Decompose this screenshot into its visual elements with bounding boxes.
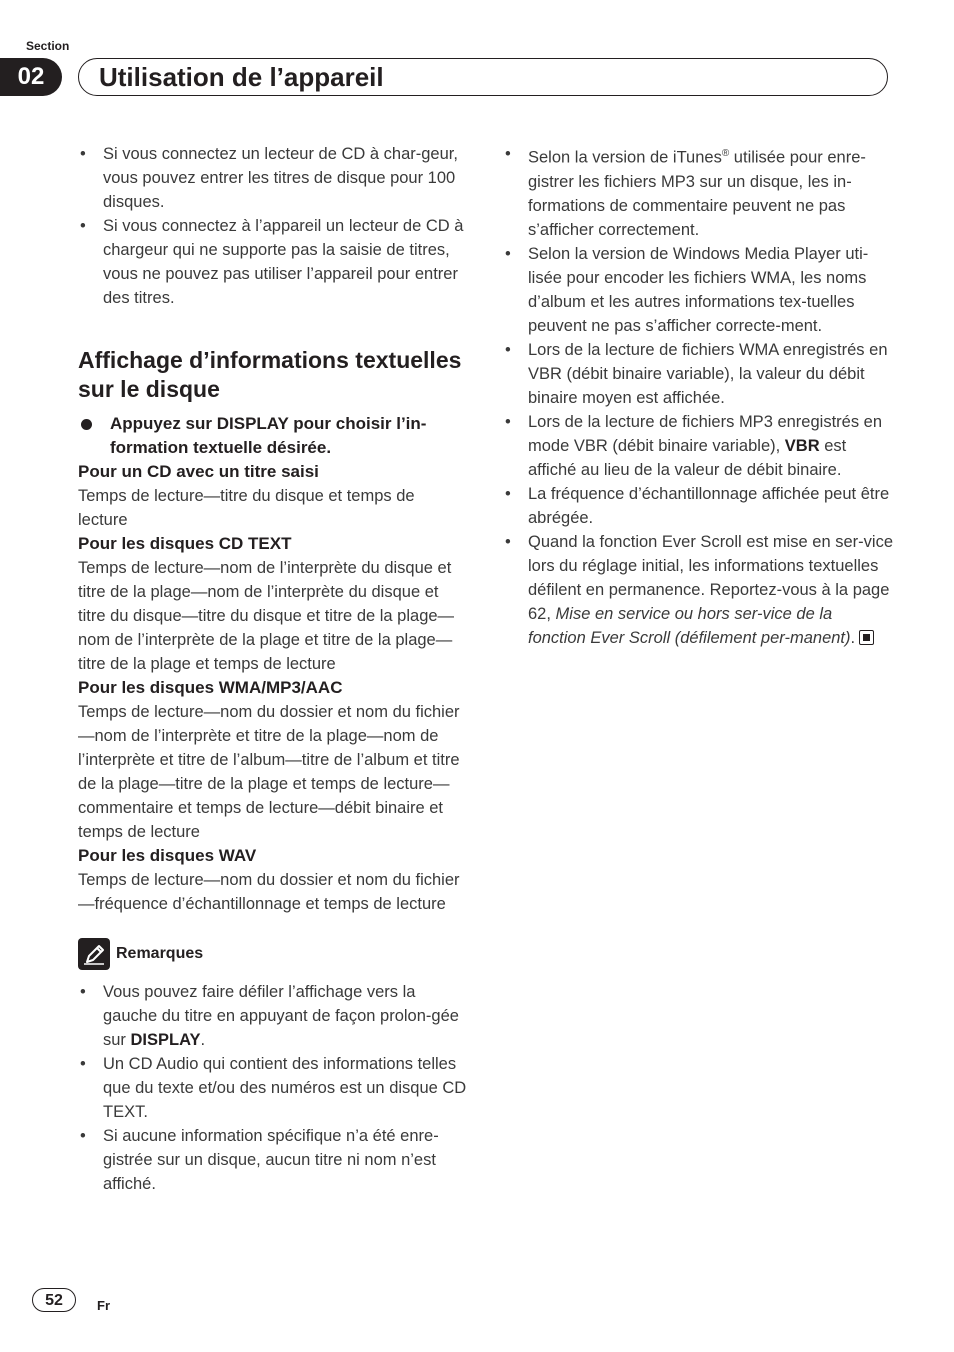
right-column <box>503 142 893 650</box>
cross-reference-link[interactable]: Mise en service ou hors ser-vice de la fonction Ever Scroll (défilement per-manent) <box>528 604 851 647</box>
left-column <box>78 142 468 1196</box>
notes-label: Remarques <box>116 945 204 962</box>
list-item: • Un CD Audio qui contient des informations telles que du texte et/ou des numéros est un disque CD TEXT. <box>78 1052 468 1124</box>
page-title: Utilisation de l’appareil <box>99 62 384 92</box>
bullet-text-end: . <box>850 628 856 647</box>
group-text: Temps de lecture—nom de l’interprète du disque et titre de la plage—nom de l’interprète du disque et titre du disque—titre du disque et titre de la plage—nom de l’interprète de la plage et titre de la plage—titre de la plage et temps de lecture <box>78 559 455 673</box>
notes-list <box>78 980 468 1196</box>
notes-header <box>78 938 468 972</box>
pencil-note-icon <box>78 938 110 970</box>
list-item: • Si vous connectez à l’appareil un lecteur de CD à chargeur qui ne supporte pas la saisie de titres, vous ne pouvez pas utiliser l’appareil pour entrer des titres. <box>78 214 468 310</box>
list-item: • Lors de la lecture de fichiers WMA enregistrés en VBR (débit binaire variable), la valeur du débit binaire moyen est affichée. <box>503 338 893 410</box>
note-text-end: . <box>200 1031 206 1049</box>
bullet-keyword: VBR <box>784 436 820 455</box>
display-group <box>78 844 468 916</box>
bullet-text: Selon la version de iTunes <box>528 148 722 167</box>
list-item: • Selon la version de Windows Media Player uti-lisée pour encoder les fichiers WMA, les noms d’album et les autres informations tex-tuelles peuvent ne pas s’afficher correcte-ment. <box>503 242 893 338</box>
registered-mark: ® <box>721 148 730 159</box>
group-title: Pour les disques WAV <box>78 846 257 865</box>
group-text: Temps de lecture—nom du dossier et nom du fichier—fréquence d’échantillonnage et temps de lecture <box>78 871 460 913</box>
list-item: • Si vous connectez un lecteur de CD à char-geur, vous pouvez entrer les titres de disque pour 100 disques. <box>78 142 468 214</box>
display-group <box>78 676 468 844</box>
bullet-text-end: utilisée pour enre-gistrer les fichiers MP3 sur un disque, les in-formations de commentaire peuvent ne pas s’afficher correctement. <box>528 148 866 239</box>
display-group <box>78 532 468 676</box>
bullet-text: Quand la fonction Ever Scroll est mise en ser-vice lors du réglage initial, les informations textuelles défilent en permanence. Reportez-vous à la page 62, <box>528 532 893 623</box>
instruction-text: Appuyez sur DISPLAY pour choisir l’in-formation textuelle désirée. <box>110 414 427 457</box>
section-number-badge: 02 <box>0 58 62 96</box>
list-item: • Si aucune information spécifique n’a été enre-gistrée sur un disque, aucun titre ni nom n’est affiché. <box>78 1124 468 1196</box>
note-text: Vous pouvez faire défiler l’affichage vers la gauche du titre en appuyant de façon prolon-gée sur <box>103 983 459 1049</box>
bullet-dot-icon <box>81 419 92 430</box>
group-title: Pour les disques WMA/MP3/AAC <box>78 678 343 697</box>
bullet-text-end: est affiché au lieu de la valeur de débit binaire. <box>528 436 847 479</box>
group-title: Pour les disques CD TEXT <box>78 534 292 553</box>
display-group <box>78 460 468 532</box>
section-heading: Affichage d’informations textuelles sur le disque <box>78 347 462 402</box>
instruction-step <box>78 412 468 460</box>
group-text: Temps de lecture—nom du dossier et nom du fichier—nom de l’interprète et titre de la plage—nom de l’interprète et titre de l’album—titre de l’album et titre de la plage—titre de la plage et temps de lecture—commentaire et temps de lecture—débit binaire et temps de lecture <box>78 703 460 841</box>
group-title: Pour un CD avec un titre saisi <box>78 462 319 481</box>
list-item: • La fréquence d’échantillonnage affichée peut être abrégée. <box>503 482 893 530</box>
section-label: Section <box>26 39 70 53</box>
intro-bullet-list <box>78 142 468 310</box>
language-code: Fr <box>97 1298 110 1313</box>
list-item <box>503 142 893 242</box>
list-item <box>78 980 468 1052</box>
bullet-text: Lors de la lecture de fichiers MP3 enregistrés en mode VBR (débit binaire variable), <box>528 412 883 455</box>
list-item <box>503 410 893 482</box>
info-bullet-list <box>503 142 893 650</box>
page-title-box <box>78 58 888 96</box>
group-text: Temps de lecture—titre du disque et temps de lecture <box>78 487 415 529</box>
end-mark-icon <box>859 630 874 645</box>
list-item <box>503 530 893 650</box>
note-keyword: DISPLAY <box>130 1031 201 1049</box>
page-number: 52 <box>32 1288 76 1312</box>
